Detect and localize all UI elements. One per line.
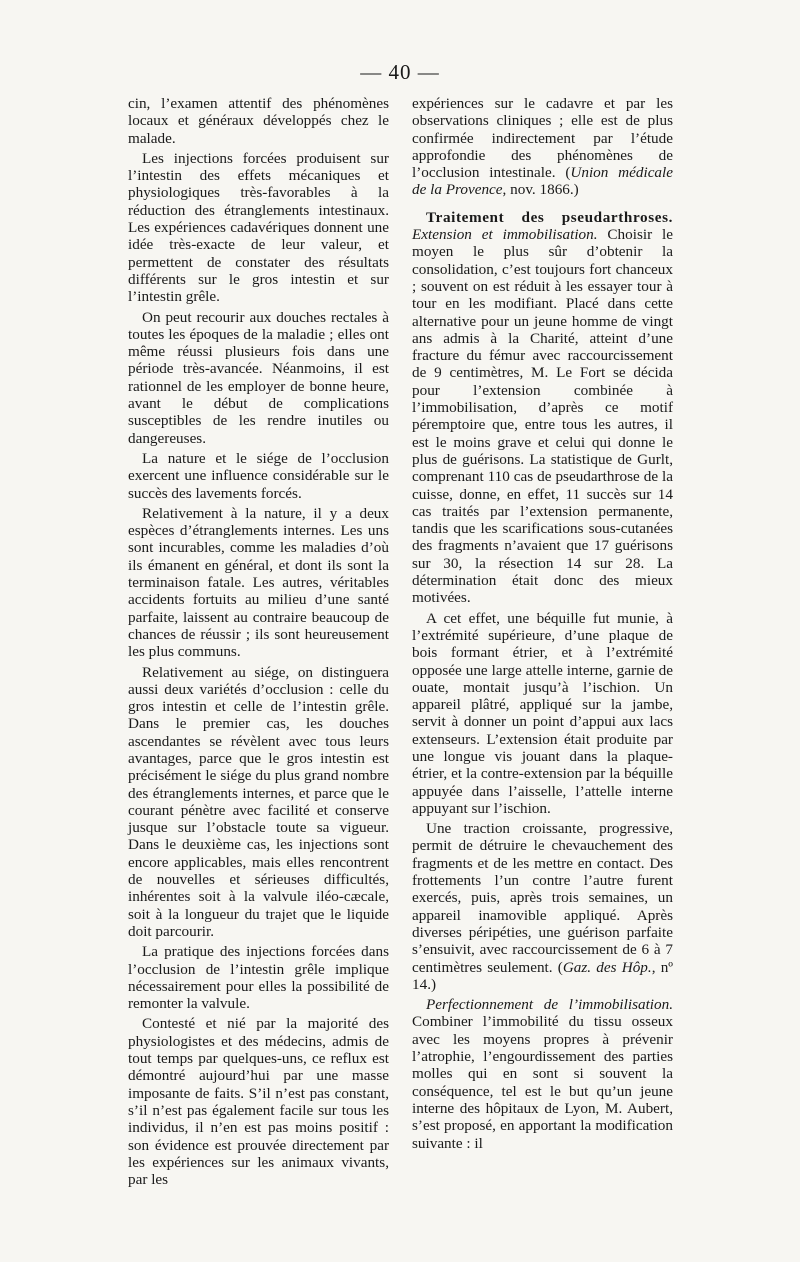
- right-column: [412, 95, 673, 1152]
- page-number: — 40 —: [360, 60, 440, 84]
- paragraph: Relativement à la nature, il y a deux espèces d’étranglements internes. Les uns sont incurables, comme les maladies d’où ils émanent en général, et dont ils sont la terminaison fatale. Les autres, véritables accidents fortuits au milieu d’une santé parfaite, laissent au contraire beaucoup de chances de réussir ; ils sont heureusement les plus communs.: [128, 504, 389, 661]
- section-subheading: Extension et immobilisation.: [412, 226, 598, 244]
- paragraph: Relativement au siége, on distinguera aussi deux variétés d’occlusion : celle du gros intestin et celle de l’intestin grêle. Dans le premier cas, les douches ascendantes se révèlent avec tous leurs avantages, parce que le gros intestin est précisément le siége du plus grand nombre des étranglements internes, et parce que le courant pénètre avec facilité et conserve jusque sur l’obstacle toute sa vigueur. Dans le deuxième cas, les injections sont encore applicables, mais elles rencontrent de nouvelles et sérieuses difficultés, inhérentes soit à la valvule iléo-cæcale, soit à la longueur du trajet que le liquide doit parcourir.: [128, 663, 389, 940]
- section-paragraph: [412, 996, 673, 1152]
- citation-date: , nov. 1866.): [502, 181, 579, 199]
- paragraph-text: Une traction croissante, progressive, permit de détruire le chevauchement des fragments et de les mettre en contact. Des frottements l’un contre l’autre furent exercés, puis, après trois semaines, un appareil inamovible appliqué. Après diverses péripéties, une guérison parfaite s’ensuivit, avec raccourcissement de 6 à 7 centimètres seulement. (: [412, 820, 673, 976]
- paragraph: A cet effet, une béquille fut munie, à l’extrémité supérieure, d’une plaque de bois formant étrier, et à l’extrémité opposée une large attelle interne, garnie de ouate, montait jusqu’à l’ischion. Un appareil plâtré, appliqué sur la jambe, servit à donner un point d’appui aux lacs extenseurs. L’extension était produite par une longue vis jouant dans la plaque-étrier, et la contre-extension par la béquille appuyée dans l’aisselle, l’attelle interne appuyant sur l’ischion.: [412, 609, 673, 817]
- paragraph: La nature et le siége de l’occlusion exercent une influence considérable sur le succès des lavements forcés.: [128, 449, 389, 502]
- paragraph: [412, 820, 673, 993]
- paragraph-text: expériences sur le cadavre et par les observations cliniques ; elle est de plus confirmée indirectement par l’étude approfondie des phénomènes de l’occlusion intestinale. (: [412, 95, 673, 182]
- citation-source: Gaz. des Hôp.: [562, 958, 652, 976]
- citation-issue: , nº 14.): [412, 958, 673, 993]
- section-heading: Perfectionnement de l’immobilisation.: [426, 996, 673, 1014]
- citation-source: Union médicale de la Provence: [412, 164, 673, 199]
- section-heading: Traitement des pseudarthroses.: [426, 208, 673, 226]
- paragraph: cin, l’examen attentif des phénomènes locaux et généraux développés chez le malade.: [128, 95, 389, 147]
- paragraph-text: Combiner l’immobilité du tissu osseux avec les moyens propres à prévenir l’atrophie, l’engourdissement des parties molles qui en sont si souvent la conséquence, tel est le but qu’un jeune interne des hôpitaux de Lyon, M. Aubert, s’est proposé, en apportant la modification suivante : il: [412, 1013, 673, 1152]
- paragraph: Contesté et nié par la majorité des physiologistes et des médecins, admis de tout temps par quelques-uns, ce reflux est démontré aujourd’hui par une masse imposante de faits. S’il n’est pas constant, s’il n’est pas également facile sur tous les individus, il n’en est pas moins positif : son évidence est prouvée directement par les expériences sur les animaux vivants, par les: [128, 1015, 389, 1189]
- paragraph: Les injections forcées produisent sur l’intestin des effets mécaniques et physiologiques très-favorables à la réduction des étranglements intestinaux. Les expériences cadavériques donnent une idée très-exacte de leur valeur, et permettent de constater des résultats différents sur le gros intestin et sur l’intestin grêle.: [128, 149, 389, 306]
- paragraph: La pratique des injections forcées dans l’occlusion de l’intestin grêle implique nécessairement pour elles la possibilité de remonter la valvule.: [128, 943, 389, 1013]
- paragraph: [412, 95, 673, 199]
- left-column: [128, 95, 389, 1188]
- paragraph: On peut recourir aux douches rectales à toutes les époques de la maladie ; elles ont même réussi plusieurs fois dans une période très-avancée. Néanmoins, il est rationnel de les employer de bonne heure, avant le début de complications susceptibles de les rendre inutiles ou dangereuses.: [128, 308, 389, 447]
- section-paragraph: [412, 209, 673, 607]
- paragraph-text: Choisir le moyen le plus sûr d’obtenir la consolidation, c’est toujours fort chanceux ; souvent on est réduit à les essayer tour à tour en les modifiant. Placé dans cette alternative pour un jeune homme de vingt ans admis à la Charité, atteint d’une fracture du fémur avec raccourcissement de 9 centimètres, M. Le Fort se décida pour l’extension combinée à l’immobilisation, d’après ce motif péremptoire que, entre tous les autres, il est le moins grave et celui qui donne le plus de guérisons. La statistique de Gurlt, comprenant 110 cas de pseudarthrose de la cuisse, donne, en effet, 11 succès sur 14 cas traités par l’extension permanente, tandis que les scarifications sous-cutanées des fragments n’avaient que 17 guérisons sur 30, la résection 14 sur 28. La détermination était donc des mieux motivées.: [412, 226, 673, 607]
